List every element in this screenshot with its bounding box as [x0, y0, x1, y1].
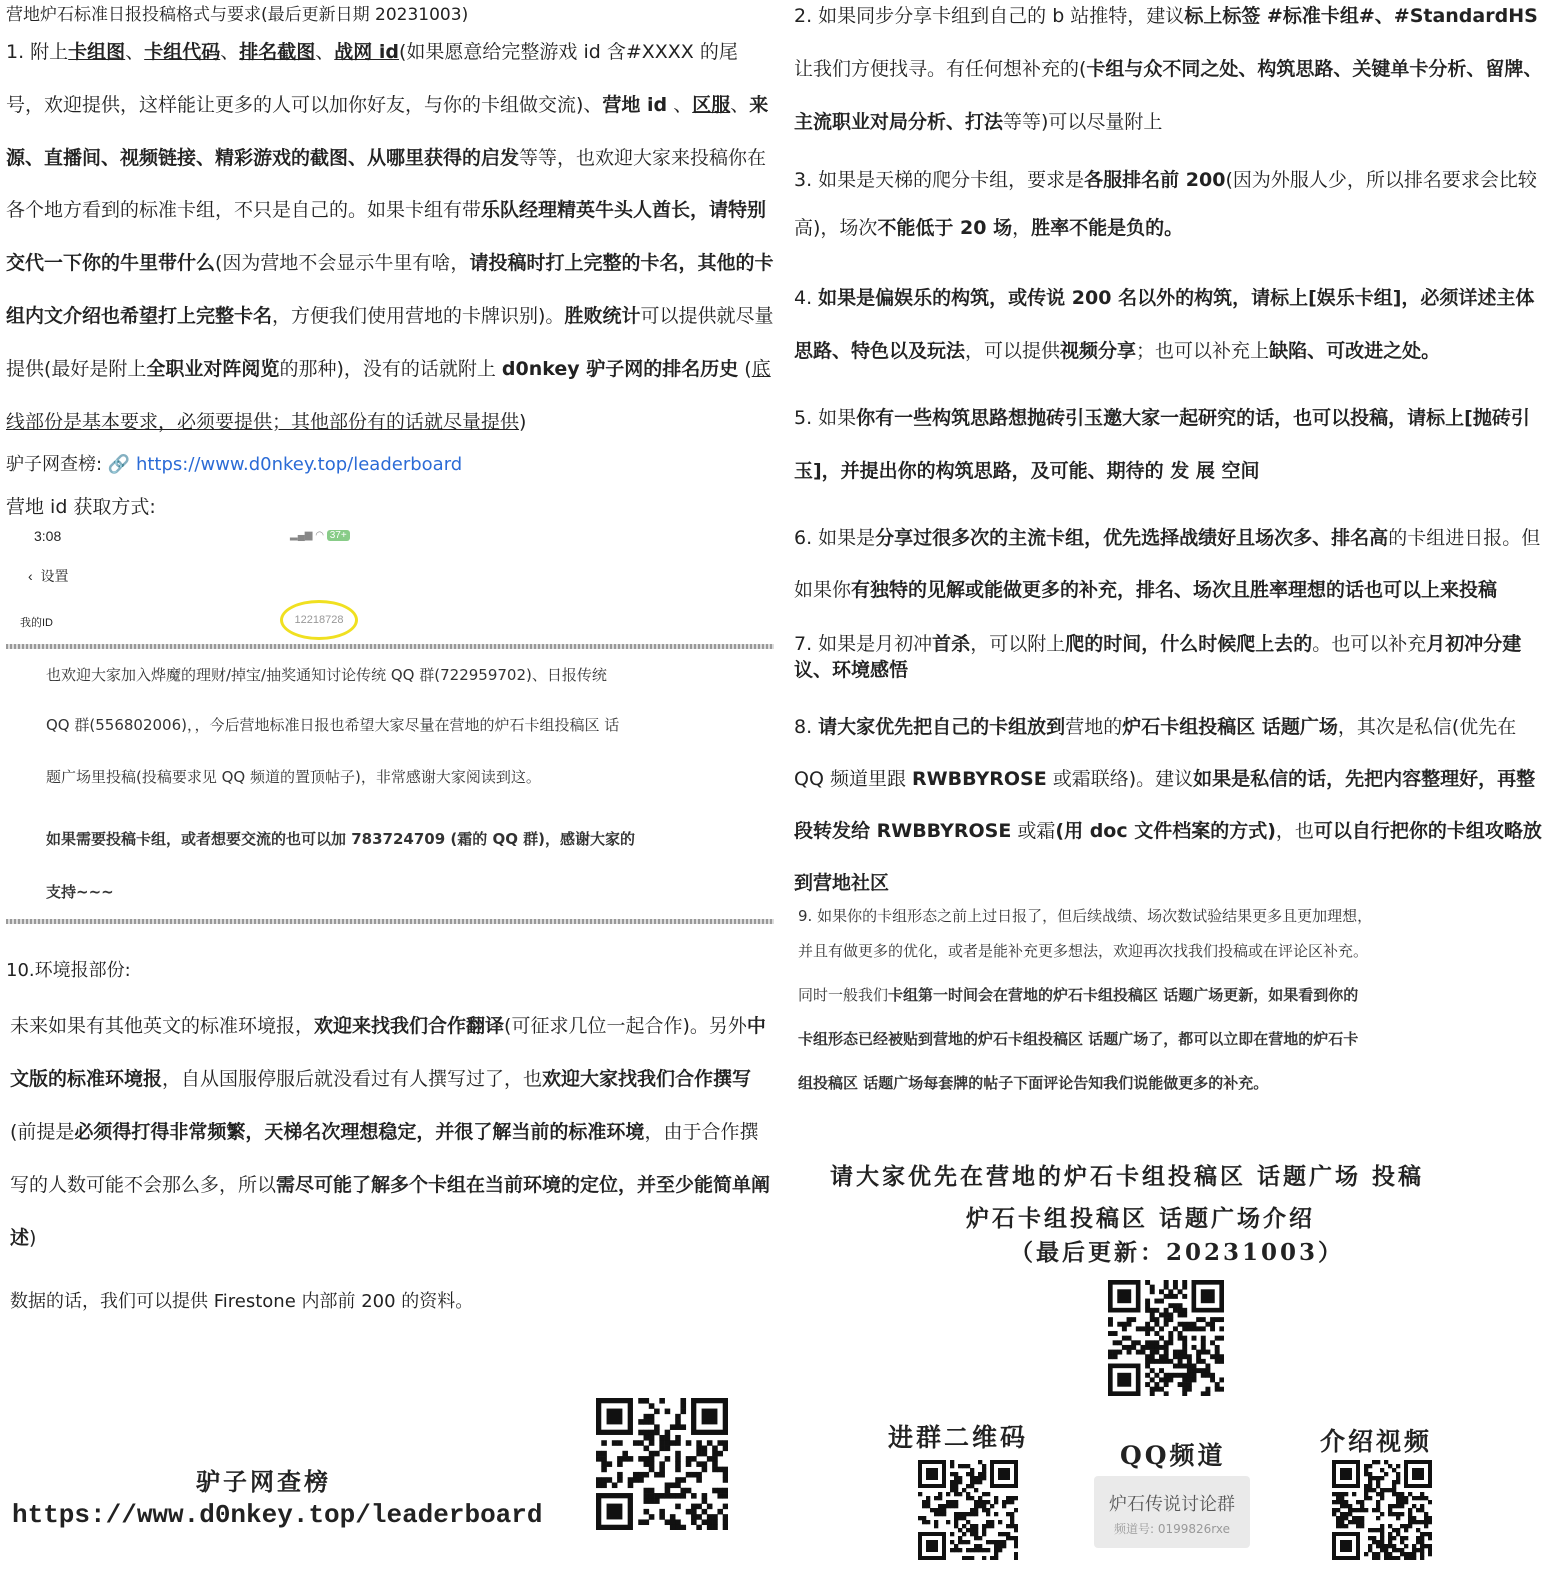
left-column — [6, 0, 774, 1317]
paragraph-1: 1. 附上卡组图、卡组代码、排名截图、战网 id(如果愿意给完整游戏 id 含#XXXX 的尾号，欢迎提供，这样能让更多的人可以加你好友，与你的卡组做交流)、营地 id 、区服、来源、直播间、视频链接、精彩游戏的截图、从哪里获得的启发等等，也欢迎大家来投稿你在各个地方看到的标准卡组，不只是自己的。如果卡组有带乐队经理精英牛头人酋长，请特别交代一下你的牛里带什么(因为营地不会显示牛里有啥，请投稿时打上完整的卡名，其他的卡组内文介绍也希望打上完整卡名，方便我们使用营地的卡牌识别)。胜败统计可以提供就尽量提供(最好是附上全职业对阵阅览的那种)，没有的话就附上 d0nkey 驴子网的排名历史 (底线部份是基本要求，必须要提供；其他部份有的话就尽量提供) — [6, 41, 774, 433]
callout-line-1: 请大家优先在营地的炉石卡组投稿区 话题广场 投稿 — [830, 1163, 1425, 1190]
label-group-qr: 进群二维码 — [888, 1423, 1029, 1452]
phone-time: 3:08 — [34, 528, 62, 545]
paragraph-10: 未来如果有其他英文的标准环境报，欢迎来找我们合作翻译(可征求几位一起合作)。另外中文版的标准环境报，自从国服停服后就没看过有人撰写过了，也欢迎大家找我们合作撰写(前提是必须得打得非常频繁，天梯名次理想稳定，并很了解当前的标准环境，由于合作撰写的人数可能不会那么多，所以需尽可能了解多个卡组在当前环境的定位，并至少能简单阐述) — [10, 1015, 771, 1250]
p9-line-1: 9. 如果你的卡组形态之前上过日报了，但后续战绩、场次数试验结果更多且更加理想， — [798, 907, 1373, 926]
leaderboard-lookup: 驴子网查榜: 🔗 https://www.d0nkey.top/leaderboard — [6, 454, 463, 476]
doc-title: 营地炉石标准日报投稿格式与要求(最后更新日期 20231003) — [6, 5, 469, 25]
notice-block — [6, 649, 774, 909]
data-note: 数据的话，我们可以提供 Firestone 内部前 200 的资料。 — [10, 1291, 474, 1313]
p9-line-2: 并且有做更多的优化，或者是能补充更多想法，欢迎再次找我们投稿或在评论区补充。 — [798, 942, 1369, 961]
paragraph-2: 2. 如果同步分享卡组到自己的 b 站推特，建议标上标签 #标准卡组#、#StandardHS 让我们方便找寻。有任何想补充的(卡组与众不同之处、构筑思路、关键单卡分析、留牌、主流职业对局分析、打法等等)可以尽量附上 — [794, 5, 1543, 133]
channel-id: 频道号: 0199826rxe — [1113, 1522, 1231, 1536]
paragraph-7: 7. 如果是月初冲首杀，可以附上爬的时间，什么时候爬上去的。也可以补充月初冲分建议、环境感悟 — [794, 633, 1522, 682]
notice-bold-2: 支持~~~ — [46, 883, 114, 902]
notice-line-1: 也欢迎大家加入烨魔的理财/掉宝/抽奖通知讨论传统 QQ 群(722959702)、日报传统 — [46, 666, 607, 685]
banner-title: 驴子网查榜 — [196, 1467, 331, 1496]
leaderboard-link[interactable]: https://www.d0nkey.top/leaderboard — [135, 454, 463, 476]
qr-code-video — [1332, 1460, 1432, 1560]
p9-line-4: 卡组形态已经被贴到营地的炉石卡组投稿区 话题广场了，都可以立即在营地的炉石卡 — [798, 1030, 1359, 1049]
notice-line-2: QQ 群(556802006)，，今后营地标准日报也希望大家尽量在营地的炉石卡组投稿区 话 — [46, 716, 620, 735]
paragraph-6: 6. 如果是分享过很多次的主流卡组，优先选择战绩好且场次多、排名高的卡组进日报。但如果你有独特的见解或能做更多的补充，排名、场次且胜率理想的话也可以上来投稿 — [794, 526, 1541, 602]
label-qq-channel: QQ频道 — [1120, 1441, 1226, 1470]
link-icon: 🔗 — [107, 454, 131, 476]
camp-id-label: 营地 id 获取方式: — [6, 496, 156, 519]
banner-url: https://www.d0nkey.top/leaderboard — [12, 1500, 543, 1530]
paragraph-3: 3. 如果是天梯的爬分卡组，要求是各服排名前 200(因为外服人少，所以排名要求会比较高)，场次不能低于 20 场，胜率不能是负的。 — [794, 169, 1537, 240]
qq-channel-card[interactable] — [1094, 1476, 1250, 1548]
paragraph-4: 4. 如果是偏娱乐的构筑，或传说 200 名以外的构筑，请标上[娱乐卡组]，必须详述主体思路、特色以及玩法，可以提供视频分享；也可以补充上缺陷、可改进之处。 — [794, 287, 1535, 363]
phone-back: ‹ 设置 — [28, 568, 69, 585]
p9-line-3: 同时一般我们卡组第一时间会在营地的炉石卡组投稿区 话题广场更新，如果看到你的 — [798, 986, 1359, 1005]
callout-line-2: 炉石卡组投稿区 话题广场介绍 — [966, 1205, 1316, 1232]
label-intro-video: 介绍视频 — [1320, 1427, 1433, 1456]
paragraph-9 — [794, 903, 1550, 1105]
phone-screenshot — [12, 522, 352, 642]
section-10-title: 10.环境报部份: — [6, 960, 131, 982]
paragraph-5: 5. 如果你有一些构筑思路想抛砖引玉邀大家一起研究的话，也可以投稿，请标上[抛砖引玉]，并提出你的构筑思路，及可能、期待的 发 展 空间 — [794, 406, 1530, 482]
divider-bottom — [6, 919, 774, 924]
phone-id-label: 我的ID — [20, 617, 53, 630]
qr-code-main — [1108, 1280, 1224, 1396]
paragraph-8: 8. 请大家优先把自己的卡组放到营地的炉石卡组投稿区 话题广场，其次是私信(优先在 QQ 频道里跟 RWBBYROSE 或霜联络)。建议如果是私信的话，先把内容整理好，再整段转发给 RWBBYROSE 或霜(用 doc 文件档案的方式)，也可以自行把你的卡组攻略放到营地社区 — [794, 716, 1542, 895]
notice-line-3: 题广场里投稿(投稿要求见 QQ 频道的置顶帖子)，非常感谢大家阅读到这。 — [46, 768, 541, 787]
phone-id-value: 12218728 — [280, 600, 358, 640]
qr-code-leaderboard — [596, 1398, 728, 1530]
channel-name: 炉石传说讨论群 — [1109, 1494, 1235, 1515]
phone-status-icons: ▂▄▆ ◠ 37+ — [290, 530, 350, 541]
right-column — [794, 0, 1550, 1105]
notice-bold-1: 如果需要投稿卡组，或者想要交流的也可以加 783724709 (霜的 QQ 群)，感谢大家的 — [46, 830, 636, 849]
callout-line-3: （最后更新：20231003） — [1010, 1239, 1345, 1266]
p9-line-5: 组投稿区 话题广场每套牌的帖子下面评论告知我们说能做更多的补充。 — [798, 1074, 1269, 1093]
qr-code-group — [918, 1460, 1018, 1560]
